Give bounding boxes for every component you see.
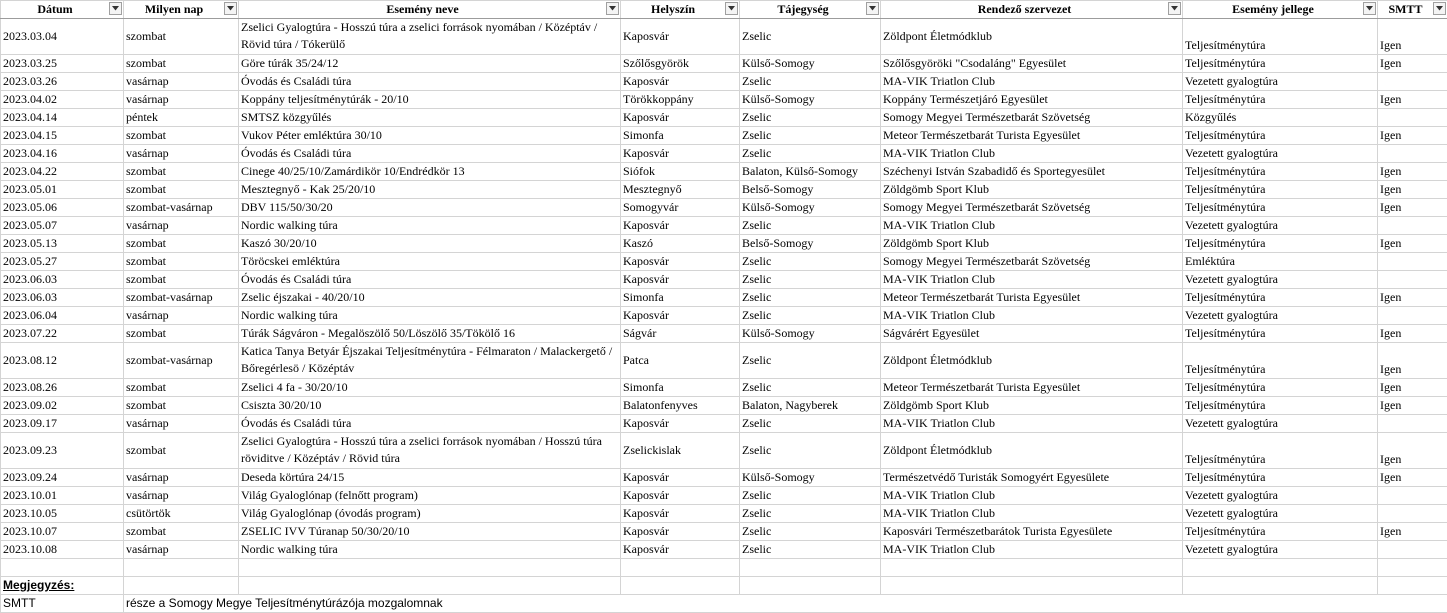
header-day-label: Milyen nap [145, 2, 203, 16]
cell-smtt[interactable] [1378, 415, 1447, 433]
cell-event-type[interactable]: Vezetett gyalogtúra [1183, 271, 1378, 289]
cell-region[interactable]: Belső-Somogy [740, 181, 881, 199]
cell-event-type[interactable]: Teljesítménytúra [1183, 55, 1378, 73]
table-row [1, 91, 1447, 109]
cell-date[interactable]: 2023.06.03 [1, 289, 124, 307]
filter-dropdown-icon[interactable] [1433, 2, 1446, 15]
cell-organizer[interactable]: MA-VIK Triatlon Club [881, 487, 1183, 505]
cell-event-type[interactable]: Teljesítménytúra [1183, 523, 1378, 541]
header-event-type [1183, 1, 1378, 19]
cell-region[interactable]: Zselic [740, 271, 881, 289]
empty-cell[interactable] [740, 559, 881, 577]
table-row [1, 415, 1447, 433]
cell-event-type[interactable]: Vezetett gyalogtúra [1183, 505, 1378, 523]
cell-organizer[interactable]: Természetvédő Turisták Somogyért Egyesülete [881, 469, 1183, 487]
cell-location[interactable]: Szőlősgyörök [621, 55, 740, 73]
cell-smtt[interactable] [1378, 541, 1447, 559]
cell-event-name[interactable]: SMTSZ közgyűlés [239, 109, 621, 127]
table-row [1, 397, 1447, 415]
cell-organizer[interactable]: Kaposvári Természetbarátok Turista Egyesülete [881, 523, 1183, 541]
cell-location[interactable]: Kaszó [621, 235, 740, 253]
cell-smtt[interactable]: Igen [1378, 379, 1447, 397]
cell-smtt[interactable]: Igen [1378, 163, 1447, 181]
cell-date[interactable]: 2023.07.22 [1, 325, 124, 343]
cell-event-name[interactable]: Töröcskei emléktúra [239, 253, 621, 271]
cell-event-name[interactable]: Göre túrák 35/24/12 [239, 55, 621, 73]
cell-event-type[interactable]: Teljesítménytúra [1183, 199, 1378, 217]
cell-event-name[interactable]: Zselic éjszakai - 40/20/10 [239, 289, 621, 307]
cell-date[interactable]: 2023.04.14 [1, 109, 124, 127]
header-region [740, 1, 881, 19]
cell-organizer[interactable]: MA-VIK Triatlon Club [881, 505, 1183, 523]
cell-organizer[interactable]: Zöldpont Életmódklub [881, 343, 1183, 379]
cell-location[interactable]: Mesztegnyő [621, 181, 740, 199]
cell-event-name[interactable]: Nordic walking túra [239, 541, 621, 559]
cell-event-type[interactable]: Vezetett gyalogtúra [1183, 145, 1378, 163]
cell-organizer[interactable]: Meteor Természetbarát Turista Egyesület [881, 289, 1183, 307]
table-row [1, 217, 1447, 235]
cell-date[interactable]: 2023.03.04 [1, 19, 124, 55]
cell-event-name[interactable]: Túrák Ságváron - Megalöszölő 50/Löszölő 35/Tökölő 16 [239, 325, 621, 343]
note-title-row [1, 577, 1447, 595]
header-organizer [881, 1, 1183, 19]
cell-organizer[interactable]: MA-VIK Triatlon Club [881, 415, 1183, 433]
cell-smtt[interactable]: Igen [1378, 469, 1447, 487]
table-row [1, 271, 1447, 289]
cell-day[interactable]: vasárnap [124, 415, 239, 433]
cell-day[interactable]: szombat [124, 397, 239, 415]
cell-smtt[interactable]: Igen [1378, 19, 1447, 55]
cell-day[interactable]: vasárnap [124, 73, 239, 91]
cell-day[interactable]: vasárnap [124, 469, 239, 487]
cell-event-name[interactable]: Vukov Péter emléktúra 30/10 [239, 127, 621, 145]
cell-location[interactable]: Kaposvár [621, 109, 740, 127]
empty-cell[interactable] [1183, 577, 1378, 595]
cell-organizer[interactable]: MA-VIK Triatlon Club [881, 145, 1183, 163]
header-event-type-label: Esemény jellege [1232, 2, 1314, 16]
cell-day[interactable]: szombat [124, 523, 239, 541]
cell-date[interactable]: 2023.09.02 [1, 397, 124, 415]
cell-event-name[interactable]: Zselici Gyalogtúra - Hosszú túra a zselici források nyomában / Hosszú túra röviditve / Középtáv / Rövid túra [239, 433, 621, 469]
cell-smtt[interactable] [1378, 487, 1447, 505]
cell-date[interactable]: 2023.05.13 [1, 235, 124, 253]
cell-region[interactable]: Zselic [740, 523, 881, 541]
filter-dropdown-icon[interactable] [224, 2, 237, 15]
cell-event-name[interactable]: Koppány teljesítménytúrák - 20/10 [239, 91, 621, 109]
cell-date[interactable]: 2023.09.24 [1, 469, 124, 487]
cell-location[interactable]: Kaposvár [621, 271, 740, 289]
cell-location[interactable]: Kaposvár [621, 415, 740, 433]
cell-event-type[interactable]: Teljesítménytúra [1183, 127, 1378, 145]
cell-date[interactable]: 2023.09.23 [1, 433, 124, 469]
empty-cell[interactable] [239, 559, 621, 577]
header-event-name [239, 1, 621, 19]
cell-smtt[interactable] [1378, 109, 1447, 127]
cell-event-name[interactable]: Világ Gyaloglónap (felnőtt program) [239, 487, 621, 505]
cell-smtt[interactable]: Igen [1378, 433, 1447, 469]
cell-date[interactable]: 2023.05.01 [1, 181, 124, 199]
cell-location[interactable]: Kaposvár [621, 307, 740, 325]
cell-region[interactable]: Zselic [740, 109, 881, 127]
cell-smtt[interactable] [1378, 145, 1447, 163]
cell-event-name[interactable]: Csiszta 30/20/10 [239, 397, 621, 415]
table-row [1, 379, 1447, 397]
cell-location[interactable]: Siófok [621, 163, 740, 181]
cell-event-name[interactable]: Zselici 4 fa - 30/20/10 [239, 379, 621, 397]
cell-date[interactable]: 2023.04.02 [1, 91, 124, 109]
cell-location[interactable]: Simonfa [621, 289, 740, 307]
cell-smtt[interactable]: Igen [1378, 397, 1447, 415]
cell-day[interactable]: szombat [124, 19, 239, 55]
cell-day[interactable]: vasárnap [124, 217, 239, 235]
table-row [1, 433, 1447, 469]
cell-organizer[interactable]: Koppány Természetjáró Egyesület [881, 91, 1183, 109]
cell-event-name[interactable]: Óvodás és Családi túra [239, 73, 621, 91]
cell-event-name[interactable]: Óvodás és Családi túra [239, 145, 621, 163]
cell-region[interactable]: Zselic [740, 127, 881, 145]
header-date [1, 1, 124, 19]
cell-location[interactable]: Kaposvár [621, 469, 740, 487]
cell-event-type[interactable]: Emléktúra [1183, 253, 1378, 271]
cell-date[interactable]: 2023.03.26 [1, 73, 124, 91]
cell-event-name[interactable]: DBV 115/50/30/20 [239, 199, 621, 217]
cell-organizer[interactable]: MA-VIK Triatlon Club [881, 73, 1183, 91]
cell-day[interactable]: szombat-vasárnap [124, 343, 239, 379]
cell-location[interactable]: Kaposvár [621, 505, 740, 523]
cell-location[interactable]: Kaposvár [621, 523, 740, 541]
empty-cell[interactable] [1378, 577, 1447, 595]
cell-region[interactable]: Belső-Somogy [740, 235, 881, 253]
header-smtt-label: SMTT [1388, 2, 1422, 16]
table-row [1, 487, 1447, 505]
cell-smtt[interactable]: Igen [1378, 235, 1447, 253]
empty-cell[interactable] [621, 559, 740, 577]
cell-date[interactable]: 2023.08.12 [1, 343, 124, 379]
cell-date[interactable]: 2023.10.05 [1, 505, 124, 523]
cell-event-type[interactable]: Teljesítménytúra [1183, 163, 1378, 181]
cell-region[interactable]: Zselic [740, 19, 881, 55]
cell-region[interactable]: Külső-Somogy [740, 91, 881, 109]
cell-location[interactable]: Kaposvár [621, 19, 740, 55]
cell-organizer[interactable]: Zöldpont Életmódklub [881, 433, 1183, 469]
table-row [1, 307, 1447, 325]
empty-cell[interactable] [239, 577, 621, 595]
cell-event-name[interactable]: Cinege 40/25/10/Zamárdikör 10/Endrédkör 13 [239, 163, 621, 181]
cell-event-type[interactable]: Teljesítménytúra [1183, 397, 1378, 415]
table-row [1, 73, 1447, 91]
cell-date[interactable]: 2023.05.27 [1, 253, 124, 271]
cell-day[interactable]: vasárnap [124, 91, 239, 109]
cell-day[interactable]: szombat [124, 379, 239, 397]
cell-event-type[interactable]: Teljesítménytúra [1183, 289, 1378, 307]
cell-smtt[interactable]: Igen [1378, 91, 1447, 109]
cell-date[interactable]: 2023.04.15 [1, 127, 124, 145]
table-row [1, 19, 1447, 55]
cell-event-name[interactable]: Óvodás és Családi túra [239, 415, 621, 433]
cell-smtt[interactable]: Igen [1378, 325, 1447, 343]
note-key[interactable]: SMTT [1, 595, 124, 613]
cell-region[interactable]: Balaton, Külső-Somogy [740, 163, 881, 181]
note-title[interactable]: Megjegyzés: [1, 577, 124, 595]
cell-smtt[interactable]: Igen [1378, 343, 1447, 379]
cell-date[interactable]: 2023.06.04 [1, 307, 124, 325]
cell-event-name[interactable]: Világ Gyaloglónap (óvodás program) [239, 505, 621, 523]
cell-smtt[interactable]: Igen [1378, 523, 1447, 541]
empty-cell[interactable] [1, 559, 124, 577]
cell-organizer[interactable]: Zöldgömb Sport Klub [881, 235, 1183, 253]
empty-cell[interactable] [1378, 559, 1447, 577]
cell-location[interactable]: Kaposvár [621, 145, 740, 163]
note-content-row [1, 595, 1447, 613]
cell-region[interactable]: Zselic [740, 487, 881, 505]
cell-region[interactable]: Zselic [740, 541, 881, 559]
table-row [1, 325, 1447, 343]
filter-dropdown-icon[interactable] [866, 2, 879, 15]
cell-organizer[interactable]: Zöldgömb Sport Klub [881, 181, 1183, 199]
cell-date[interactable]: 2023.10.01 [1, 487, 124, 505]
filter-dropdown-icon[interactable] [1168, 2, 1181, 15]
cell-organizer[interactable]: MA-VIK Triatlon Club [881, 217, 1183, 235]
cell-region[interactable]: Külső-Somogy [740, 55, 881, 73]
cell-organizer[interactable]: MA-VIK Triatlon Club [881, 271, 1183, 289]
header-row [1, 1, 1447, 19]
cell-event-name[interactable]: Kaszó 30/20/10 [239, 235, 621, 253]
cell-event-type[interactable]: Vezetett gyalogtúra [1183, 541, 1378, 559]
cell-day[interactable]: szombat [124, 253, 239, 271]
table-row [1, 523, 1447, 541]
cell-smtt[interactable] [1378, 505, 1447, 523]
cell-smtt[interactable]: Igen [1378, 289, 1447, 307]
cell-organizer[interactable]: Somogy Megyei Természetbarát Szövetség [881, 199, 1183, 217]
cell-location[interactable]: Simonfa [621, 127, 740, 145]
cell-region[interactable]: Zselic [740, 307, 881, 325]
cell-smtt[interactable] [1378, 271, 1447, 289]
cell-organizer[interactable]: Ságvárért Egyesület [881, 325, 1183, 343]
header-location-label: Helyszín [651, 2, 695, 16]
cell-day[interactable]: vasárnap [124, 541, 239, 559]
cell-smtt[interactable]: Igen [1378, 127, 1447, 145]
table-row [1, 253, 1447, 271]
cell-organizer[interactable]: MA-VIK Triatlon Club [881, 541, 1183, 559]
empty-cell[interactable] [621, 577, 740, 595]
table-row [1, 469, 1447, 487]
cell-day[interactable]: péntek [124, 109, 239, 127]
table-row [1, 145, 1447, 163]
cell-region[interactable]: Zselic [740, 343, 881, 379]
cell-region[interactable]: Zselic [740, 253, 881, 271]
cell-event-name[interactable]: Nordic walking túra [239, 217, 621, 235]
cell-day[interactable]: szombat-vasárnap [124, 199, 239, 217]
cell-region[interactable]: Külső-Somogy [740, 199, 881, 217]
table-row [1, 109, 1447, 127]
cell-location[interactable]: Balatonfenyves [621, 397, 740, 415]
cell-date[interactable]: 2023.05.07 [1, 217, 124, 235]
cell-event-type[interactable]: Vezetett gyalogtúra [1183, 307, 1378, 325]
cell-region[interactable]: Zselic [740, 415, 881, 433]
cell-event-type[interactable]: Teljesítménytúra [1183, 343, 1378, 379]
cell-organizer[interactable]: Meteor Természetbarát Turista Egyesület [881, 127, 1183, 145]
cell-day[interactable]: szombat [124, 235, 239, 253]
header-location [621, 1, 740, 19]
header-region-label: Tájegység [777, 2, 828, 16]
cell-event-type[interactable]: Vezetett gyalogtúra [1183, 415, 1378, 433]
cell-date[interactable]: 2023.09.17 [1, 415, 124, 433]
cell-event-name[interactable]: Nordic walking túra [239, 307, 621, 325]
cell-location[interactable]: Somogyvár [621, 199, 740, 217]
cell-day[interactable]: szombat-vasárnap [124, 289, 239, 307]
cell-event-type[interactable]: Teljesítménytúra [1183, 379, 1378, 397]
table-row [1, 199, 1447, 217]
cell-date[interactable]: 2023.06.03 [1, 271, 124, 289]
filter-dropdown-icon[interactable] [606, 2, 619, 15]
cell-event-type[interactable]: Teljesítménytúra [1183, 469, 1378, 487]
cell-region[interactable]: Zselic [740, 289, 881, 307]
cell-organizer[interactable]: Zöldgömb Sport Klub [881, 397, 1183, 415]
cell-event-name[interactable]: ZSELIC IVV Túranap 50/30/20/10 [239, 523, 621, 541]
cell-date[interactable]: 2023.03.25 [1, 55, 124, 73]
note-text[interactable]: része a Somogy Megye Teljesítménytúrázója mozgalomnak [124, 595, 1447, 613]
empty-cell[interactable] [1183, 559, 1378, 577]
cell-day[interactable]: vasárnap [124, 487, 239, 505]
cell-day[interactable]: szombat [124, 127, 239, 145]
cell-organizer[interactable]: Széchenyi István Szabadidő és Sportegyesület [881, 163, 1183, 181]
cell-event-name[interactable]: Katica Tanya Betyár Éjszakai Teljesítménytúra - Félmaraton / Malackergető / Bőregérlesö / Középtáv [239, 343, 621, 379]
filter-dropdown-icon[interactable] [1363, 2, 1376, 15]
table-row [1, 505, 1447, 523]
cell-smtt[interactable]: Igen [1378, 199, 1447, 217]
cell-event-type[interactable]: Teljesítménytúra [1183, 325, 1378, 343]
filter-dropdown-icon[interactable] [725, 2, 738, 15]
cell-location[interactable]: Kaposvár [621, 253, 740, 271]
empty-cell[interactable] [124, 577, 239, 595]
cell-organizer[interactable]: Szőlősgyöröki "Csodaláng" Egyesület [881, 55, 1183, 73]
table-row [1, 163, 1447, 181]
cell-day[interactable]: csütörtök [124, 505, 239, 523]
table-row [1, 235, 1447, 253]
cell-smtt[interactable] [1378, 73, 1447, 91]
cell-organizer[interactable]: Somogy Megyei Természetbarát Szövetség [881, 109, 1183, 127]
cell-region[interactable]: Zselic [740, 217, 881, 235]
cell-organizer[interactable]: Zöldpont Életmódklub [881, 19, 1183, 55]
cell-event-type[interactable]: Teljesítménytúra [1183, 19, 1378, 55]
cell-location[interactable]: Kaposvár [621, 217, 740, 235]
cell-event-type[interactable]: Teljesítménytúra [1183, 433, 1378, 469]
table-body [1, 19, 1447, 613]
cell-day[interactable]: szombat [124, 181, 239, 199]
cell-region[interactable]: Zselic [740, 73, 881, 91]
cell-date[interactable]: 2023.10.07 [1, 523, 124, 541]
cell-date[interactable]: 2023.08.26 [1, 379, 124, 397]
cell-region[interactable]: Zselic [740, 433, 881, 469]
cell-day[interactable]: szombat [124, 55, 239, 73]
header-smtt [1378, 1, 1447, 19]
cell-region[interactable]: Zselic [740, 505, 881, 523]
cell-date[interactable]: 2023.05.06 [1, 199, 124, 217]
table-row [1, 127, 1447, 145]
header-day [124, 1, 239, 19]
cell-event-type[interactable]: Vezetett gyalogtúra [1183, 73, 1378, 91]
table-row [1, 289, 1447, 307]
cell-region[interactable]: Zselic [740, 145, 881, 163]
cell-location[interactable]: Zselickislak [621, 433, 740, 469]
cell-event-name[interactable]: Zselici Gyalogtúra - Hosszú túra a zselici források nyomában / Középtáv / Rövid túra / Tókerülő [239, 19, 621, 55]
cell-event-type[interactable]: Teljesítménytúra [1183, 181, 1378, 199]
cell-day[interactable]: vasárnap [124, 145, 239, 163]
cell-date[interactable]: 2023.10.08 [1, 541, 124, 559]
cell-smtt[interactable] [1378, 217, 1447, 235]
cell-day[interactable]: szombat [124, 271, 239, 289]
table-row [1, 181, 1447, 199]
table-row [1, 343, 1447, 379]
filter-dropdown-icon[interactable] [109, 2, 122, 15]
cell-region[interactable]: Zselic [740, 379, 881, 397]
cell-event-type[interactable]: Teljesítménytúra [1183, 235, 1378, 253]
cell-event-name[interactable]: Deseda körtúra 24/15 [239, 469, 621, 487]
cell-date[interactable]: 2023.04.22 [1, 163, 124, 181]
cell-smtt[interactable]: Igen [1378, 181, 1447, 199]
cell-day[interactable]: vasárnap [124, 307, 239, 325]
cell-event-type[interactable]: Közgyűlés [1183, 109, 1378, 127]
cell-date[interactable]: 2023.04.16 [1, 145, 124, 163]
cell-day[interactable]: szombat [124, 163, 239, 181]
cell-location[interactable]: Ságvár [621, 325, 740, 343]
cell-organizer[interactable]: MA-VIK Triatlon Club [881, 307, 1183, 325]
cell-region[interactable]: Balaton, Nagyberek [740, 397, 881, 415]
cell-event-name[interactable]: Mesztegnyő - Kak 25/20/10 [239, 181, 621, 199]
table-row [1, 55, 1447, 73]
cell-region[interactable]: Külső-Somogy [740, 469, 881, 487]
cell-event-type[interactable]: Teljesítménytúra [1183, 91, 1378, 109]
cell-event-name[interactable]: Óvodás és Családi túra [239, 271, 621, 289]
cell-location[interactable]: Kaposvár [621, 73, 740, 91]
empty-cell[interactable] [881, 577, 1183, 595]
cell-day[interactable]: szombat [124, 433, 239, 469]
empty-cell[interactable] [740, 577, 881, 595]
cell-smtt[interactable] [1378, 307, 1447, 325]
cell-location[interactable]: Kaposvár [621, 541, 740, 559]
cell-organizer[interactable]: Somogy Megyei Természetbarát Szövetség [881, 253, 1183, 271]
header-event-name-label: Esemény neve [386, 2, 458, 16]
cell-location[interactable]: Simonfa [621, 379, 740, 397]
cell-day[interactable]: szombat [124, 325, 239, 343]
cell-location[interactable]: Törökkoppány [621, 91, 740, 109]
header-organizer-label: Rendező szervezet [978, 2, 1072, 16]
cell-event-type[interactable]: Vezetett gyalogtúra [1183, 217, 1378, 235]
cell-location[interactable]: Kaposvár [621, 487, 740, 505]
cell-location[interactable]: Patca [621, 343, 740, 379]
cell-organizer[interactable]: Meteor Természetbarát Turista Egyesület [881, 379, 1183, 397]
empty-cell[interactable] [124, 559, 239, 577]
empty-row [1, 559, 1447, 577]
table-row [1, 541, 1447, 559]
cell-smtt[interactable]: Igen [1378, 55, 1447, 73]
header-date-label: Dátum [37, 2, 72, 16]
cell-smtt[interactable] [1378, 253, 1447, 271]
cell-region[interactable]: Külső-Somogy [740, 325, 881, 343]
cell-event-type[interactable]: Vezetett gyalogtúra [1183, 487, 1378, 505]
empty-cell[interactable] [881, 559, 1183, 577]
